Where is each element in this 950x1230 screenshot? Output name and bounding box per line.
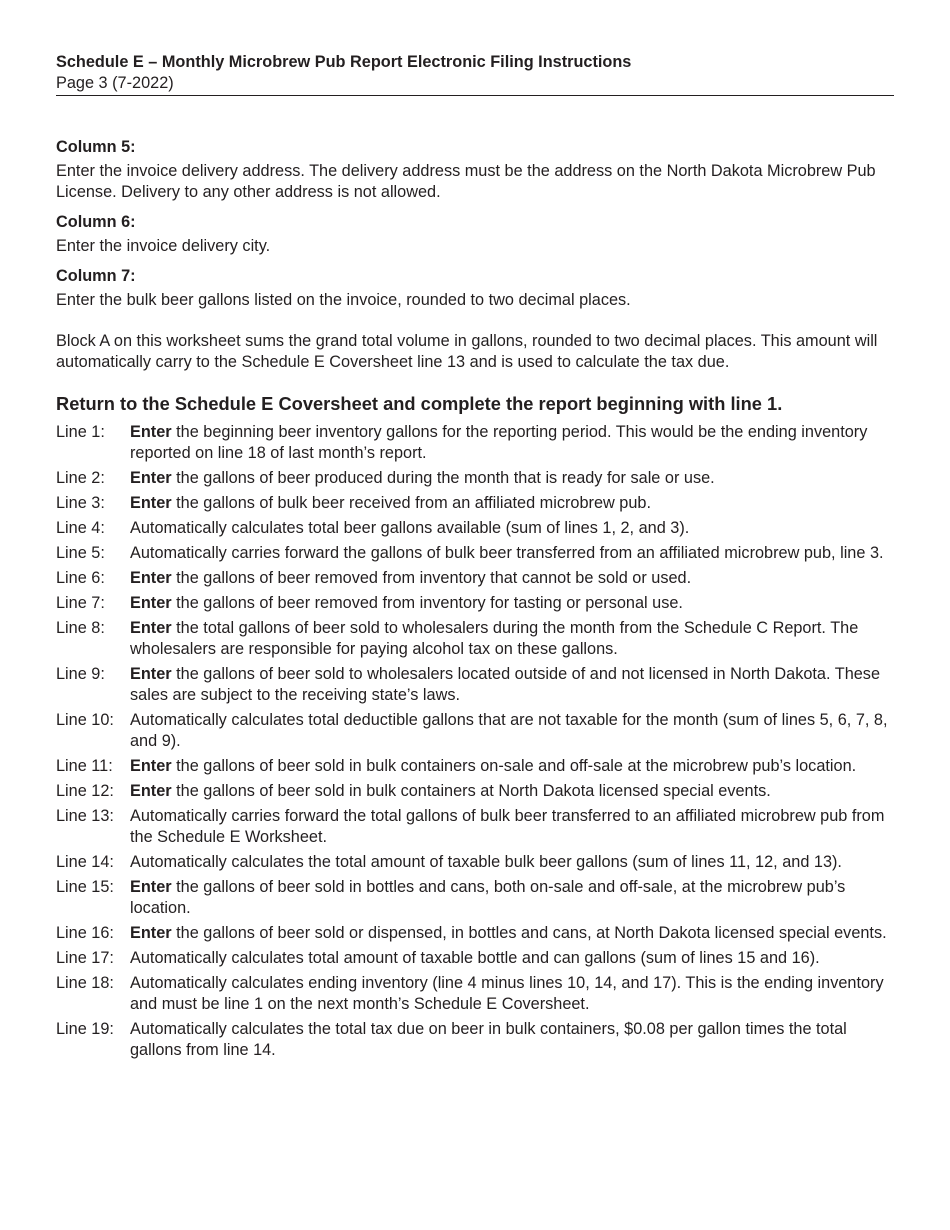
line-text: Automatically calculates ending inventory (line 4 minus lines 10, 14, and 17). This is the ending inventory and must be line 1 on the next month’s Schedule E Coversheet. xyxy=(130,974,884,1013)
column-7-section xyxy=(56,266,894,311)
enter-keyword: Enter xyxy=(130,494,172,512)
page-header xyxy=(56,0,894,96)
line-text: the gallons of beer removed from inventory for tasting or personal use. xyxy=(171,594,683,612)
line-label: Line 18: xyxy=(56,974,114,992)
line-description xyxy=(130,852,894,873)
line-label: Line 1: xyxy=(56,423,105,441)
line-label: Line 16: xyxy=(56,924,114,942)
enter-keyword: Enter xyxy=(130,469,172,487)
line-label: Line 7: xyxy=(56,594,105,612)
line-text: the total gallons of beer sold to wholesalers during the month from the Schedule C Report. The wholesalers are responsible for paying alcohol tax on these gallons. xyxy=(130,619,859,658)
line-label: Line 14: xyxy=(56,853,114,871)
column-5-section xyxy=(56,137,894,203)
document-page xyxy=(56,0,894,1065)
line-text: the gallons of beer produced during the month that is ready for sale or use. xyxy=(171,469,715,487)
line-text: the gallons of beer sold to wholesalers located outside of and not licensed in North Dakota. These sales are subject to the receiving state’s laws. xyxy=(130,665,880,704)
line-item xyxy=(56,948,894,969)
line-text: Automatically calculates the total tax due on beer in bulk containers, $0.08 per gallon times the total gallons from line 14. xyxy=(130,1020,847,1059)
return-heading: Return to the Schedule E Coversheet and complete the report beginning with line 1. xyxy=(56,393,783,414)
column-heading: Column 6: xyxy=(56,213,136,231)
line-item xyxy=(56,1019,894,1061)
line-item xyxy=(56,877,894,919)
line-description xyxy=(130,422,894,464)
column-heading: Column 5: xyxy=(56,138,136,156)
line-label: Line 11: xyxy=(56,757,113,775)
line-item xyxy=(56,568,894,589)
enter-keyword: Enter xyxy=(130,665,172,683)
column-description: Enter the invoice delivery address. The delivery address must be the address on the North Dakota Microbrew Pub License. Delivery to any other address is not allowed. xyxy=(56,162,876,201)
document-body xyxy=(56,137,894,1061)
line-label: Line 6: xyxy=(56,569,105,587)
enter-keyword: Enter xyxy=(130,423,172,441)
line-label: Line 3: xyxy=(56,494,105,512)
line-label: Line 10: xyxy=(56,711,114,729)
line-description xyxy=(130,756,894,777)
line-description xyxy=(130,664,894,706)
line-description xyxy=(130,973,894,1015)
line-label: Line 15: xyxy=(56,878,114,896)
line-text: the beginning beer inventory gallons for the reporting period. This would be the ending inventory reported on line 18 of last month’s report. xyxy=(130,423,868,462)
line-item xyxy=(56,781,894,802)
line-label: Line 8: xyxy=(56,619,105,637)
page-number: Page 3 (7-2022) xyxy=(56,74,174,92)
line-description xyxy=(130,948,894,969)
line-description xyxy=(130,806,894,848)
line-item xyxy=(56,756,894,777)
line-label: Line 12: xyxy=(56,782,114,800)
line-label: Line 4: xyxy=(56,519,105,537)
line-item xyxy=(56,593,894,614)
enter-keyword: Enter xyxy=(130,878,172,896)
line-text: Automatically calculates the total amount of taxable bulk beer gallons (sum of lines 11, 12, and 13). xyxy=(130,853,842,871)
line-text: the gallons of beer removed from inventory that cannot be sold or used. xyxy=(171,569,692,587)
line-label: Line 19: xyxy=(56,1020,114,1038)
column-6-section xyxy=(56,212,894,257)
line-text: the gallons of beer sold in bulk containers at North Dakota licensed special events. xyxy=(171,782,771,800)
line-description xyxy=(130,710,894,752)
line-description xyxy=(130,568,894,589)
line-label: Line 17: xyxy=(56,949,114,967)
line-text: Automatically carries forward the total gallons of bulk beer transferred to an affiliated microbrew pub from the Schedule E Worksheet. xyxy=(130,807,885,846)
line-description xyxy=(130,518,894,539)
line-item xyxy=(56,543,894,564)
line-text: the gallons of beer sold or dispensed, in bottles and cans, at North Dakota licensed special events. xyxy=(171,924,887,942)
line-label: Line 2: xyxy=(56,469,105,487)
line-item xyxy=(56,852,894,873)
line-text: the gallons of beer sold in bulk containers on-sale and off-sale at the microbrew pub’s location. xyxy=(171,757,857,775)
enter-keyword: Enter xyxy=(130,757,172,775)
line-item xyxy=(56,710,894,752)
document-title: Schedule E – Monthly Microbrew Pub Report Electronic Filing Instructions xyxy=(56,53,632,71)
column-description: Enter the bulk beer gallons listed on the invoice, rounded to two decimal places. xyxy=(56,291,631,309)
line-text: Automatically calculates total beer gallons available (sum of lines 1, 2, and 3). xyxy=(130,519,690,537)
line-description xyxy=(130,781,894,802)
line-description xyxy=(130,593,894,614)
line-description xyxy=(130,493,894,514)
line-text: Automatically carries forward the gallons of bulk beer transferred from an affiliated microbrew pub, line 3. xyxy=(130,544,884,562)
line-item xyxy=(56,973,894,1015)
column-description: Enter the invoice delivery city. xyxy=(56,237,271,255)
line-description xyxy=(130,543,894,564)
line-instructions-list xyxy=(56,422,894,1061)
line-description xyxy=(130,877,894,919)
line-item xyxy=(56,806,894,848)
enter-keyword: Enter xyxy=(130,619,172,637)
line-item xyxy=(56,468,894,489)
line-text: the gallons of beer sold in bottles and cans, both on-sale and off-sale, at the microbrew pub’s location. xyxy=(130,878,846,917)
line-text: the gallons of bulk beer received from an affiliated microbrew pub. xyxy=(171,494,651,512)
line-description xyxy=(130,923,894,944)
enter-keyword: Enter xyxy=(130,594,172,612)
line-label: Line 9: xyxy=(56,665,105,683)
enter-keyword: Enter xyxy=(130,924,172,942)
enter-keyword: Enter xyxy=(130,569,172,587)
line-item xyxy=(56,618,894,660)
line-label: Line 13: xyxy=(56,807,114,825)
line-item xyxy=(56,422,894,464)
line-text: Automatically calculates total deductible gallons that are not taxable for the month (sum of lines 5, 6, 7, 8, and 9). xyxy=(130,711,888,750)
line-item xyxy=(56,518,894,539)
line-label: Line 5: xyxy=(56,544,105,562)
line-item xyxy=(56,493,894,514)
line-item xyxy=(56,923,894,944)
line-item xyxy=(56,664,894,706)
column-heading: Column 7: xyxy=(56,267,136,285)
line-description xyxy=(130,468,894,489)
line-description xyxy=(130,1019,894,1061)
enter-keyword: Enter xyxy=(130,782,172,800)
line-text: Automatically calculates total amount of taxable bottle and can gallons (sum of lines 15 and 16). xyxy=(130,949,820,967)
block-a-paragraph: Block A on this worksheet sums the grand total volume in gallons, rounded to two decimal places. This amount will automatically carry to the Schedule E Coversheet line 13 and is used to calculate the tax due. xyxy=(56,332,878,371)
line-description xyxy=(130,618,894,660)
